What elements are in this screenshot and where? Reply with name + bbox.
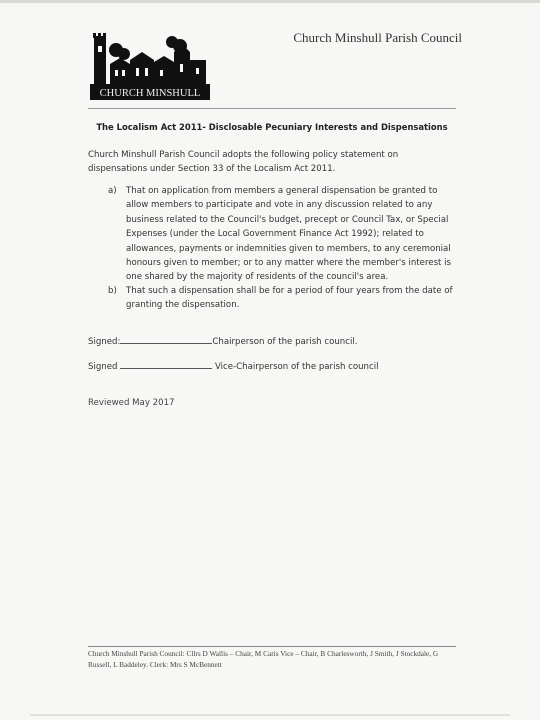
scan-edge	[0, 0, 540, 3]
signature-blank	[120, 335, 212, 344]
intro-paragraph: Church Minshull Parish Council adopts the following policy statement on dispensations under Section 33 of the Localism Act 2011.	[88, 150, 399, 175]
document-title: The Localism Act 2011- Disclosable Pecuniary Interests and Dispensations	[96, 122, 448, 132]
signature-blank	[120, 360, 212, 369]
signature-line-chair	[88, 335, 458, 347]
church-minshull-logo	[90, 30, 210, 100]
logo-text: CHURCH MINSHULL	[99, 88, 201, 99]
scan-edge	[30, 714, 510, 716]
reviewed-date: Reviewed May 2017	[88, 398, 175, 408]
list-item	[108, 284, 460, 314]
list-item-text: That on application from members a general dispensation be granted to allow members to participate and vote in any discussion related to any business related to the Council's budget, precept or Council Tax, or Special Expenses (under the Local Government Finance Act 1992); related to allowances, payments or indemnities given to members, to any ceremonial honours given to member; or to any matter where the member's interest is one shared by the majority of residents of the council's area.	[126, 186, 452, 283]
signature-label: Signed	[88, 362, 118, 372]
list-item	[108, 184, 460, 283]
signature-role: Vice-Chairperson of the parish council	[214, 362, 379, 372]
list-item-text: That such a dispensation shall be for a period of four years from the date of granting the dispensation.	[126, 286, 453, 311]
list-item-marker: b)	[108, 286, 117, 296]
council-name: Church Minshull Parish Council	[293, 30, 462, 45]
header-divider	[88, 108, 456, 109]
footer-divider	[88, 646, 456, 647]
signature-label: Signed:	[88, 337, 121, 347]
footer-councillors: Church Minshull Parish Council: Cllrs D Wallis – Chair, M Caris Vice – Chair, B Charlesworth, J Smith, J Stockdale, G Russell, L Baddeley. Clerk: Mrs S McBennett	[88, 649, 439, 669]
signature-line-vice-chair	[88, 360, 458, 372]
list-item-marker: a)	[108, 186, 117, 196]
signature-role: Chairperson of the parish council.	[212, 337, 358, 347]
